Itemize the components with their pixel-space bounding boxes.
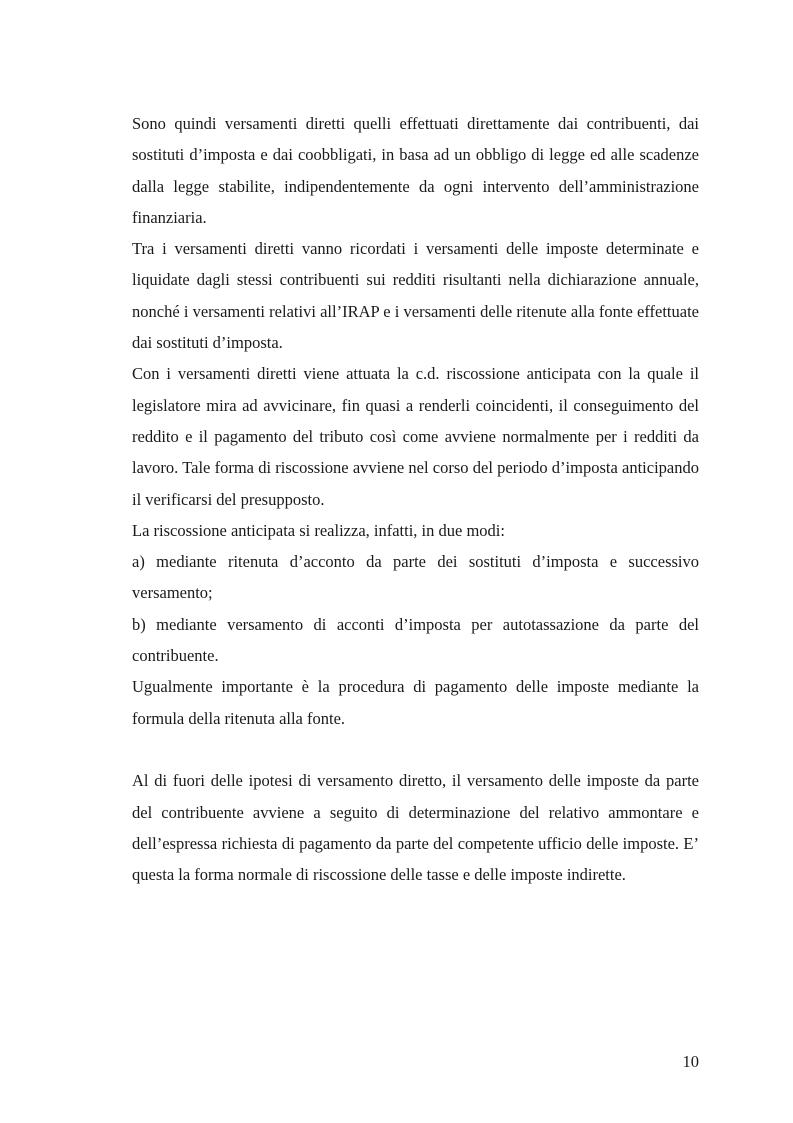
list-item-a: a) mediante ritenuta d’acconto da parte dei sostituti d’imposta e successivo versamento; xyxy=(132,552,699,603)
paragraph-versamenti-ricordati: Tra i versamenti diretti vanno ricordati i versamenti delle imposte determinate e liquidate dagli stessi contribuenti sui redditi risultanti nella dichiarazione annuale, nonché i versamenti relativi all’IRAP e i versamenti delle ritenute alla fonte effettuate dai sostituti d’imposta. xyxy=(132,239,699,353)
paragraph-ipotesi-versamento: Al di fuori delle ipotesi di versamento diretto, il versamento delle imposte da parte del contribuente avviene a seguito di determinazione del relativo ammontare e dell’espressa richiesta di pagamento da parte del competente ufficio delle imposte. E’ questa la forma normale di riscossione delle tasse e delle imposte indirette. xyxy=(132,771,699,885)
paragraph-spacer xyxy=(132,734,699,765)
document-body xyxy=(132,108,699,890)
paragraph-versamenti-diretti: Sono quindi versamenti diretti quelli effettuati direttamente dai contribuenti, dai sostituti d’imposta e dai coobbligati, in basa ad un obbligo di legge ed alle scadenze dalla legge stabilite, indipendentemente da ogni intervento dell’amministrazione finanziaria. xyxy=(132,114,699,227)
page-number: 10 xyxy=(682,1052,699,1071)
list-item-b: b) mediante versamento di acconti d’imposta per autotassazione da parte del contribuente. xyxy=(132,614,699,666)
paragraph-due-modi: La riscossione anticipata si realizza, infatti, in due modi: xyxy=(132,520,505,540)
paragraph-riscossione-anticipata: Con i versamenti diretti viene attuata la c.d. riscossione anticipata con la quale il legislatore mira ad avvicinare, fin quasi a renderli coincidenti, il conseguimento del reddito e il pagamento del tributo così come avviene normalmente per i redditi da lavoro. Tale forma di riscossione avviene nel corso del periodo d’imposta anticipando il verificarsi del presupposto. xyxy=(132,364,699,509)
paragraph-ritenuta-fonte: Ugualmente importante è la procedura di pagamento delle imposte mediante la formula della ritenuta alla fonte. xyxy=(132,677,699,728)
